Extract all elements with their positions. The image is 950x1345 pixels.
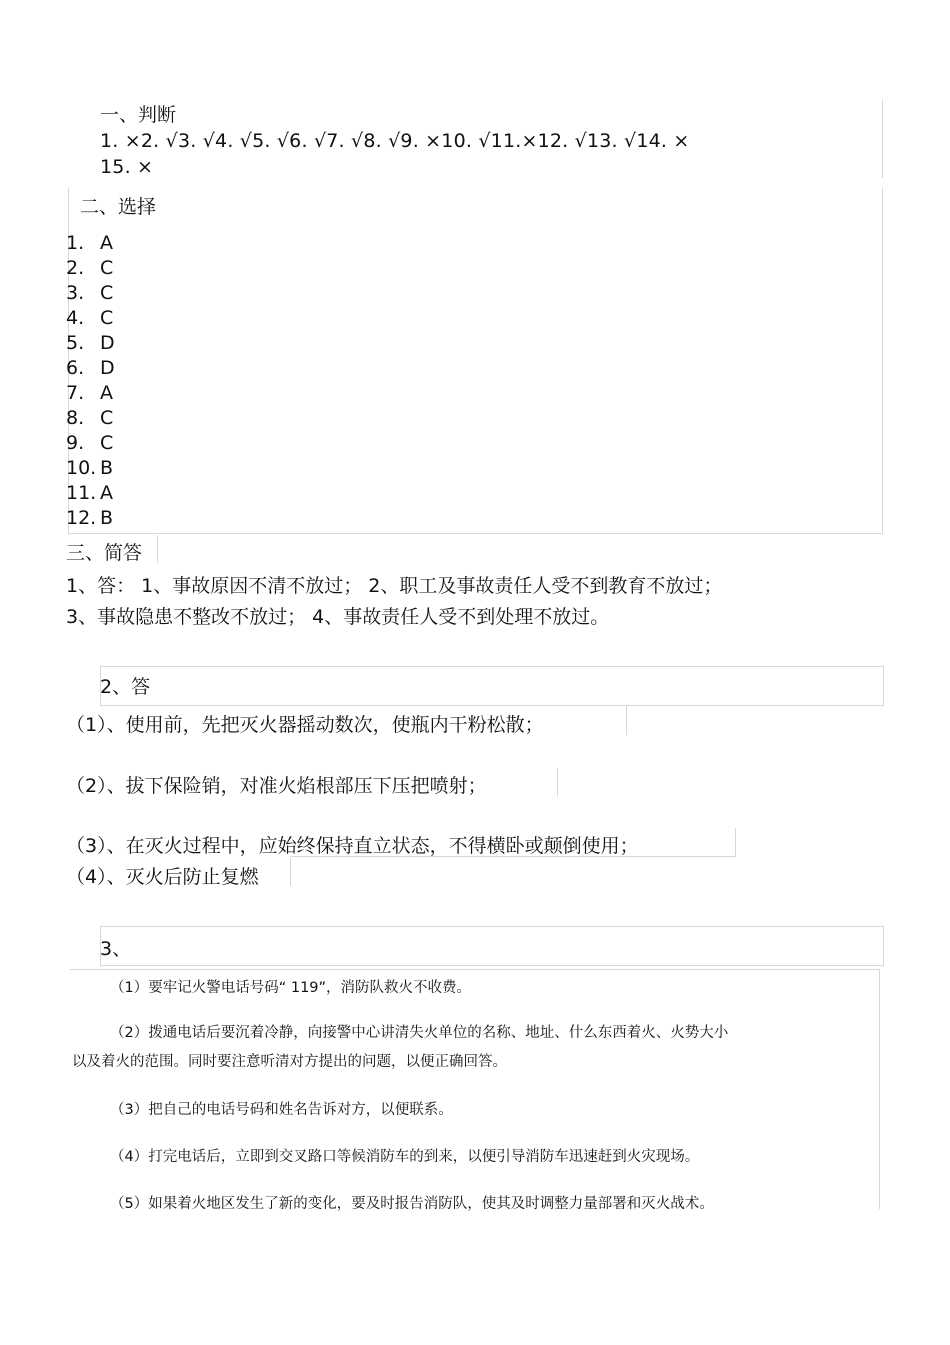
- list-item: 9. C: [66, 432, 114, 454]
- frame-line: [882, 188, 883, 533]
- q2-title: 2、答: [100, 676, 151, 698]
- list-item: 3. C: [66, 282, 114, 304]
- frame-line: [557, 768, 558, 796]
- list-item: 5. D: [66, 332, 115, 354]
- list-item: 12. B: [66, 507, 114, 529]
- frame-line: [157, 535, 158, 563]
- q2-step-2: （2）、拔下保险销，对准火焰根部压下压把喷射；: [66, 775, 487, 797]
- frame-line: [70, 969, 880, 970]
- frame-box: [100, 926, 884, 966]
- section2-title: 二、选择: [80, 196, 157, 218]
- list-item: 1. A: [66, 232, 113, 254]
- list-item: 10. B: [66, 457, 114, 479]
- q3-item-2: （2）拨通电话后要沉着冷静，向接警中心讲清失火单位的名称、地址、什么东西着火、火势大小: [110, 1025, 729, 1041]
- q2-step-1: （1）、使用前，先把灭火器摇动数次，使瓶内干粉松散；: [66, 714, 544, 736]
- section3-title: 三、简答: [66, 542, 143, 564]
- list-item: 7. A: [66, 382, 113, 404]
- q3-item-5: （5）如果着火地区发生了新的变化，要及时报告消防队，使其及时调整力量部署和灭火战术。: [110, 1196, 714, 1212]
- q3-item-1: （1）要牢记火警电话号码“ 119”，消防队救火不收费。: [110, 980, 472, 996]
- frame-line: [626, 705, 882, 706]
- choice-answer-list: [66, 231, 115, 531]
- frame-line: [68, 533, 883, 534]
- list-item: 11. A: [66, 482, 113, 504]
- q3-item-2-continued: 以及着火的范围。同时要注意听清对方提出的问题，以便正确回答。: [72, 1054, 507, 1070]
- q2-step-3: （3）、在灭火过程中，应始终保持直立状态，不得横卧或颠倒使用；: [66, 835, 639, 857]
- q1-answer-line2: 3、事故隐患不整改不放过； 4、事故责任人受不到处理不放过。: [66, 606, 610, 628]
- list-item: 6. D: [66, 357, 115, 379]
- q1-answer-line1: 1、答： 1、事故原因不清不放过； 2、职工及事故责任人受不到教育不放过；: [66, 575, 723, 597]
- judgment-answers-line2: 15. ×: [100, 156, 154, 178]
- frame-line: [735, 828, 736, 856]
- q3-item-3: （3）把自己的电话号码和姓名告诉对方，以便联系。: [110, 1102, 453, 1118]
- list-item: 4. C: [66, 307, 114, 329]
- list-item: 8. C: [66, 407, 114, 429]
- q3-item-4: （4）打完电话后，立即到交叉路口等候消防车的到来，以便引导消防车迅速赶到火灾现场。: [110, 1149, 700, 1165]
- q3-title: 3、: [100, 938, 132, 960]
- frame-line: [879, 969, 880, 1209]
- section1-title: 一、判断: [100, 104, 177, 126]
- frame-line: [626, 705, 627, 735]
- q2-step-4: （4）、灭火后防止复燃: [66, 866, 259, 888]
- frame-line: [882, 100, 883, 178]
- frame-box: [100, 666, 884, 706]
- list-item: 2. C: [66, 257, 114, 279]
- judgment-answers-line1: 1. ×2. √3. √4. √5. √6. √7. √8. √9. ×10. √11.×12. √13. √14. ×: [100, 130, 690, 152]
- frame-line: [290, 858, 291, 886]
